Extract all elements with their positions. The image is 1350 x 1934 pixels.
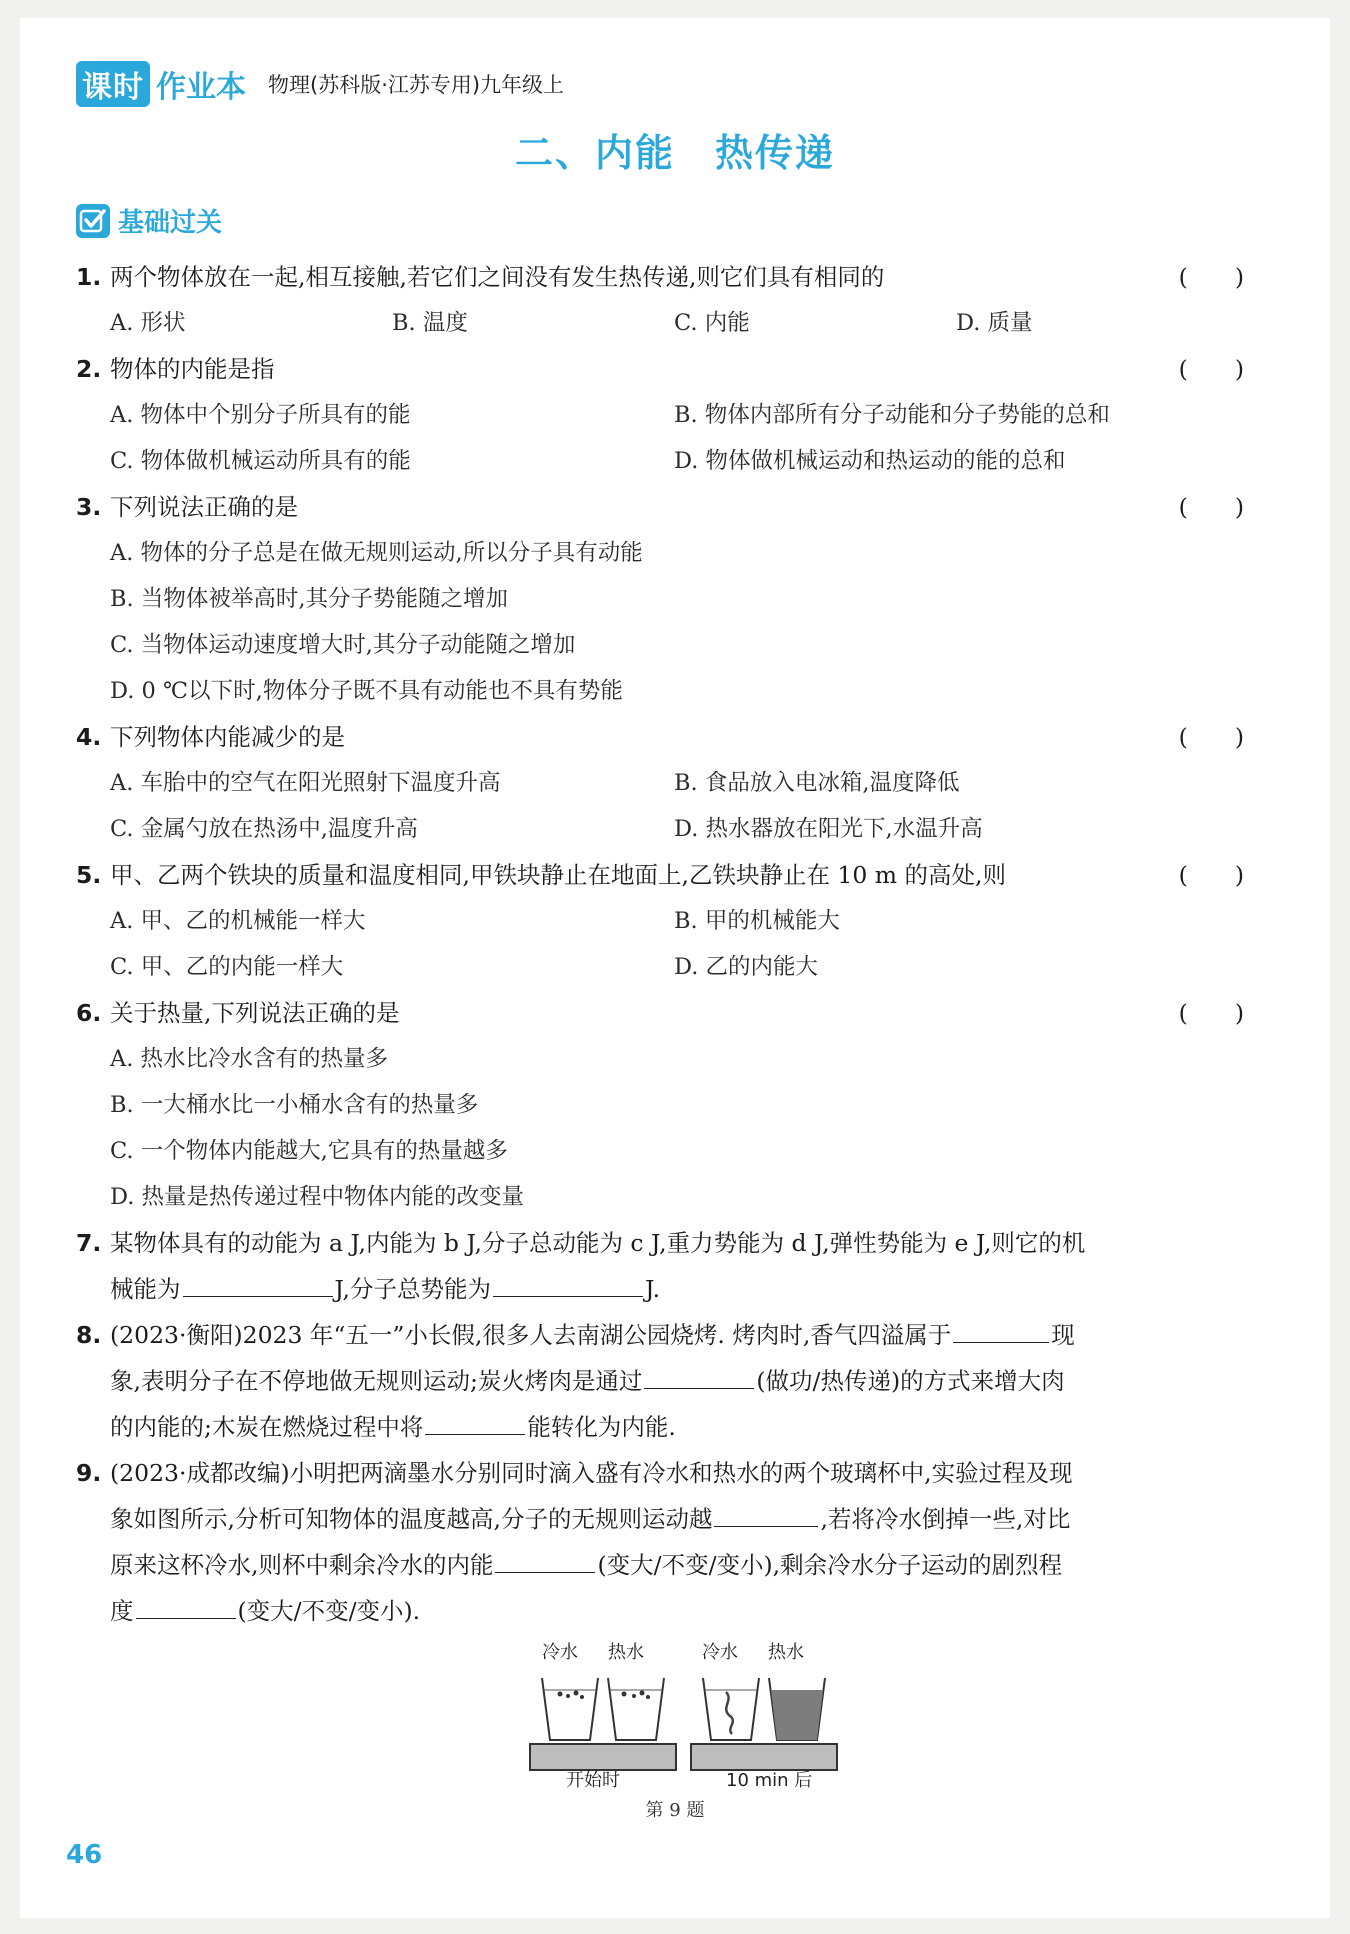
option-a: A. 车胎中的空气在阳光照射下温度升高 bbox=[110, 770, 501, 796]
option-c: C. 一个物体内能越大,它具有的热量越多 bbox=[110, 1138, 508, 1164]
question-stem: 下列说法正确的是 bbox=[110, 493, 298, 521]
answer-blank[interactable] bbox=[425, 1408, 525, 1435]
question-stem: 下列物体内能减少的是 bbox=[110, 723, 345, 751]
option-d: D. 物体做机械运动和热运动的能的总和 bbox=[674, 448, 1066, 474]
option-c: C. 物体做机械运动所具有的能 bbox=[110, 448, 411, 474]
answer-blank[interactable] bbox=[644, 1362, 754, 1389]
question-9: 9. (2023·成都改编)小明把两滴墨水分别同时滴入盛有冷水和热水的两个玻璃杯中,实验过程及现 象如图所示,分析可知物体的温度越高,分子的无规则运动越 ,若将冷水倒掉一些,对比 原来这杯冷水,则杯中剩余冷水的内能 (变大/不变/变小),剩余冷水分子运动的剧烈程 度 (变大/不变/变小). bbox=[76, 1459, 1073, 1625]
option-b: B. 甲的机械能大 bbox=[674, 908, 840, 934]
option-d: D. 0 ℃以下时,物体分子既不具有动能也不具有势能 bbox=[110, 678, 623, 704]
question-8: 8. (2023·衡阳)2023 年“五一”小长假,很多人去南湖公园烧烤. 烤肉时,香气四溢属于 现 象,表明分子在不停地做无规则运动;炭火烤肉是通过 (做功/热传递)的方式来增大肉 的内能的;木炭在燃烧过程中将 能转化为内能. bbox=[76, 1312, 1244, 1450]
answer-blank[interactable] bbox=[183, 1270, 333, 1297]
question-6: 6. 关于热量,下列说法正确的是 ( ) bbox=[76, 990, 1244, 1036]
option-a: A. 热水比冷水含有的热量多 bbox=[110, 1046, 389, 1072]
question-stem: 甲、乙两个铁块的质量和温度相同,甲铁块静止在地面上,乙铁块静止在 10 m 的高处,则 bbox=[110, 861, 1007, 889]
checkbox-icon bbox=[76, 204, 110, 238]
question-4: 4. 下列物体内能减少的是 ( ) bbox=[76, 714, 1244, 760]
answer-paren: ( ) bbox=[1178, 493, 1244, 521]
option-c: C. 当物体运动速度增大时,其分子动能随之增加 bbox=[110, 632, 576, 658]
question-7: 7. 某物体具有的动能为 a J,内能为 b J,分子总动能为 c J,重力势能为 d J,弹性势能为 e J,则它的机 械能为 J,分子总势能为 J. bbox=[76, 1229, 1086, 1303]
option-c: C. 甲、乙的内能一样大 bbox=[110, 954, 344, 980]
question-2: 2. 物体的内能是指 ( ) bbox=[76, 346, 1244, 392]
question-5: 5. 甲、乙两个铁块的质量和温度相同,甲铁块静止在地面上,乙铁块静止在 10 m 的高处,则 ( ) bbox=[76, 852, 1244, 898]
section-label: 基础过关 bbox=[118, 208, 223, 238]
option-a: A. 物体中个别分子所具有的能 bbox=[110, 402, 411, 428]
question-text: 某物体具有的动能为 a J,内能为 b J,分子总动能为 c J,重力势能为 d J,弹性势能为 e J,则它的机 bbox=[110, 1229, 1086, 1257]
question-3: 3. 下列说法正确的是 ( ) bbox=[76, 484, 1244, 530]
answer-paren: ( ) bbox=[1178, 723, 1244, 751]
start-label: 开始时 bbox=[566, 1770, 620, 1791]
option-d: D. 乙的内能大 bbox=[674, 954, 819, 980]
hot-water-label: 热水 bbox=[768, 1642, 804, 1663]
answer-blank[interactable] bbox=[136, 1592, 236, 1619]
question-stem: 物体的内能是指 bbox=[110, 355, 275, 383]
option-a: A. 甲、乙的机械能一样大 bbox=[110, 908, 366, 934]
option-d: D. 热水器放在阳光下,水温升高 bbox=[674, 816, 983, 842]
option-b: B. 温度 bbox=[392, 310, 468, 336]
option-b: B. 物体内部所有分子动能和分子势能的总和 bbox=[674, 402, 1110, 428]
option-d: D. 质量 bbox=[956, 310, 1033, 336]
experiment-figure bbox=[520, 1638, 850, 1791]
answer-paren: ( ) bbox=[1178, 861, 1244, 889]
section-heading bbox=[76, 202, 222, 239]
after-label: 10 min 后 bbox=[726, 1770, 813, 1791]
cold-water-label: 冷水 bbox=[542, 1642, 578, 1663]
option-a: A. 物体的分子总是在做无规则运动,所以分子具有动能 bbox=[110, 540, 643, 566]
logo-box: 课时 bbox=[76, 61, 150, 107]
answer-paren: ( ) bbox=[1178, 355, 1244, 383]
answer-blank[interactable] bbox=[953, 1316, 1049, 1343]
book-header bbox=[76, 62, 564, 106]
question-stem: 关于热量,下列说法正确的是 bbox=[110, 999, 400, 1027]
answer-blank[interactable] bbox=[493, 1270, 643, 1297]
option-b: B. 当物体被举高时,其分子势能随之增加 bbox=[110, 586, 508, 612]
hot-water-label: 热水 bbox=[608, 1642, 644, 1663]
question-stem: 两个物体放在一起,相互接触,若它们之间没有发生热传递,则它们具有相同的 bbox=[110, 263, 885, 291]
cold-water-label: 冷水 bbox=[702, 1642, 738, 1663]
answer-paren: ( ) bbox=[1178, 263, 1244, 291]
answer-blank[interactable] bbox=[495, 1546, 595, 1573]
option-d: D. 热量是热传递过程中物体内能的改变量 bbox=[110, 1184, 525, 1210]
page-title: 二、内能 热传递 bbox=[514, 131, 835, 175]
book-subtitle: 物理(苏科版·江苏专用)九年级上 bbox=[268, 73, 565, 97]
option-c: C. 金属勺放在热汤中,温度升高 bbox=[110, 816, 418, 842]
answer-paren: ( ) bbox=[1178, 999, 1244, 1027]
option-c: C. 内能 bbox=[674, 310, 750, 336]
page-number: 46 bbox=[66, 1840, 103, 1870]
option-b: B. 食品放入电冰箱,温度降低 bbox=[674, 770, 960, 796]
option-b: B. 一大桶水比一小桶水含有的热量多 bbox=[110, 1092, 479, 1118]
logo-text: 作业本 bbox=[156, 70, 246, 105]
answer-blank[interactable] bbox=[714, 1500, 818, 1527]
figure-caption: 第 9 题 bbox=[645, 1800, 705, 1821]
question-1: 1. 两个物体放在一起,相互接触,若它们之间没有发生热传递,则它们具有相同的 ( ) bbox=[76, 254, 1244, 300]
option-a: A. 形状 bbox=[110, 310, 186, 336]
